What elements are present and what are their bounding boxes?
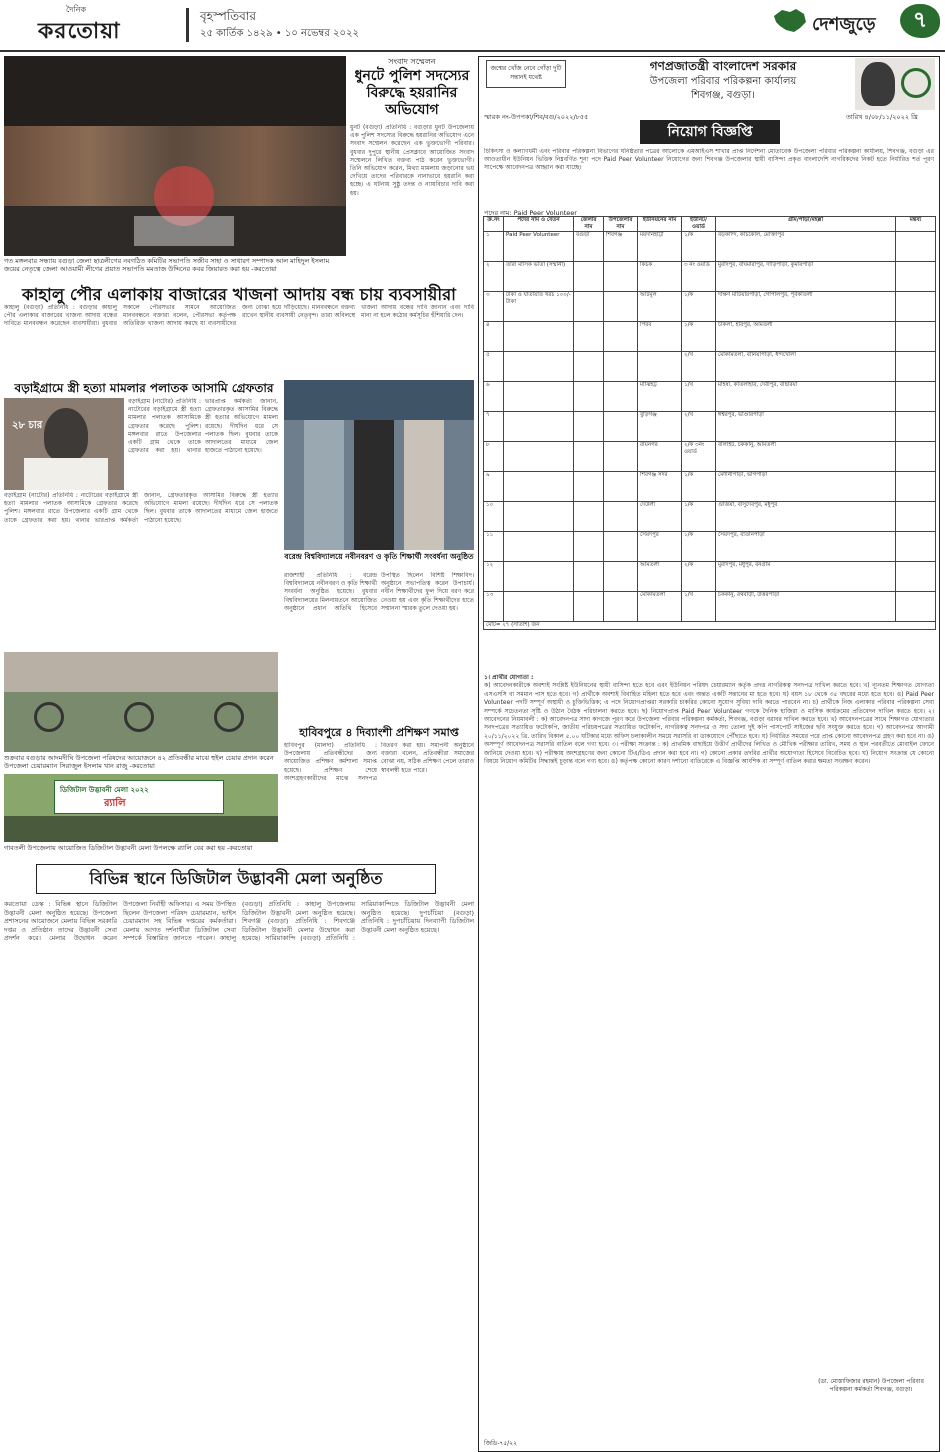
table-cell: মেদীনীপাড়া, ভাগপাড়া xyxy=(716,472,896,502)
vacancy-table-body xyxy=(484,232,936,630)
table-cell xyxy=(638,352,682,382)
table-cell: ১০ xyxy=(484,502,504,532)
table-cell xyxy=(574,322,604,352)
table-cell: মুরাদপুর, বাঘমারাপুর, দাড়িপাড়া, কুমারপাড়া xyxy=(716,262,896,292)
kahalu-article-body: কাহালু (বগুড়া) প্রতিনিধি : বগুড়ার কাহালু পৌর এলাকার বাজারের খাজনা আদায় বন্ধের দাবিতে মানববন্ধন করেছেন ব্যবসায়ীরা। বুধবার সকালে পৌরসভার সামনে আয়োজিত মানববন্ধনে বক্তারা বলেন, পৌরসভা কর্তৃপক্ষ অতিরিক্ত খাজনা আদায় করছে যা ব্যবসায়ীদের জন্য বোঝা হয়ে দাঁড়িয়েছে। মানববন্ধনে বক্তব্য রাখেন স্থানীয় ব্যবসায়ী নেতৃবৃন্দ। তারা অবিলম্বে খাজনা আদায় বন্ধের দাবি জানান এবং দাবি মানা না হলে কঠোর কর্মসূচির হুঁশিয়ারি দেন। xyxy=(4,304,474,328)
table-cell: সৈয়দপুর xyxy=(638,532,682,562)
table-row xyxy=(484,472,936,502)
table-cell: কিচক xyxy=(638,262,682,292)
table-header-cell: পদের নাম ও বেতন xyxy=(504,217,574,232)
bangladesh-map-icon xyxy=(770,6,810,36)
table-cell xyxy=(896,532,936,562)
table-cell: মোকামতলা, বানিয়াপাড়া, ধন্দখোলা xyxy=(716,352,896,382)
table-cell xyxy=(604,442,638,472)
table-row xyxy=(484,532,936,562)
ceremony-article-body: রাজশাহী প্রতিনিধি : বরেন্দ্র বিশ্ববিদ্যালয়ে নবীনবরণ ও কৃতি শিক্ষার্থী সংবর্ধনা অনুষ্ঠিত হয়েছে। বুধবার বিশ্ববিদ্যালয়ের মিলনায়তনে আয়োজিত অনুষ্ঠানে প্রধান অতিথি হিসেবে উপস্থিত ছিলেন বিশিষ্ট শিক্ষাবিদ। অনুষ্ঠানে সভাপতিত্ব করেন উপাচার্য। নবীন শিক্ষার্থীদের ফুল দিয়ে বরণ করে নেওয়া হয় এবং কৃতি শিক্ষার্থীদের হাতে সম্মাননা স্মারক তুলে দেওয়া হয়। xyxy=(284,572,474,612)
rally-banner-word: র‍্যালি xyxy=(104,798,126,809)
table-cell xyxy=(896,352,936,382)
section-title: দেশজুড়ে xyxy=(812,14,876,35)
photo-accused xyxy=(4,398,124,490)
table-cell xyxy=(896,232,936,262)
table-cell: ৩ xyxy=(484,292,504,322)
baraigram-article-body: বড়াইগ্রাম (নাটোর) প্রতিনিধি : নাটোরের বড়াইগ্রামে স্ত্রী হত্যা মামলার পলাতক আসামিকে গ্রেফতার করেছে পুলিশ। মঙ্গলবার রাতে উপজেলার একটি গ্রাম থেকে তাকে গ্রেফতার করা হয়। থানার ভারপ্রাপ্ত কর্মকর্তা জানান, গ্রেফতারকৃত আসামির বিরুদ্ধে স্ত্রী হত্যার অভিযোগে মামলা রয়েছে। দীর্ঘদিন ধরে সে পলাতক ছিল। বুধবার তাকে আদালতের মাধ্যমে জেল হাজতে পাঠানো হয়েছে। xyxy=(128,398,278,455)
table-cell: তারা মাসিক ভাতা (সম্মানী) xyxy=(504,262,574,292)
table-cell: দক্ষিণ মাটিয়ারপাড়া, গোপালপুর, পূর্বকাতলী xyxy=(716,292,896,322)
table-cell xyxy=(604,352,638,382)
dhunot-article-body: ধুনট (বগুড়া) প্রতিনিধি : বগুড়ার ধুনট উপজেলায় এক পুলিশ সদস্যের বিরুদ্ধে হয়রানির অভিযোগ এনে সংবাদ সম্মেলন করেছেন এক ভুক্তভোগী পরিবার। বুধবার দুপুরে স্থানীয় প্রেসক্লাবে আয়োজিত সংবাদ সম্মেলনে লিখিত বক্তব্য পাঠ করেন ভুক্তভোগী। তিনি অভিযোগ করেন, মিথ্যা মামলায় জড়ানোর ভয় দেখিয়ে তাদের পরিবারকে নানাভাবে হয়রানি করা হচ্ছে। এ ঘটনায় সুষ্ঠু তদন্ত ও ন্যায়বিচার দাবি করা হয়। xyxy=(350,124,474,197)
vacancy-table xyxy=(483,216,936,630)
notice-title: নিয়োগ বিজ্ঞপ্তি xyxy=(640,120,780,144)
table-cell: ৯ xyxy=(484,472,504,502)
table-cell: ময়দানহাট্টা xyxy=(638,232,682,262)
kahalu-headline: কাহালু পৌর এলাকায় বাজারের খাজনা আদায় বন্ধ চায় ব্যবসায়ীরা xyxy=(22,285,456,304)
table-cell xyxy=(574,532,604,562)
baraigram-article-body-cont: বড়াইগ্রাম (নাটোর) প্রতিনিধি : নাটোরের বড়াইগ্রামে স্ত্রী হত্যা মামলার পলাতক আসামিকে গ্রেফতার করেছে পুলিশ। মঙ্গলবার রাতে উপজেলার একটি গ্রাম থেকে তাকে গ্রেফতার করা হয়। থানার ভারপ্রাপ্ত কর্মকর্তা জানান, গ্রেফতারকৃত আসামির বিরুদ্ধে স্ত্রী হত্যার অভিযোগে মামলা রয়েছে। দীর্ঘদিন ধরে সে পলাতক ছিল। বুধবার তাকে আদালতের মাধ্যমে জেল হাজতে পাঠানো হয়েছে। xyxy=(4,492,278,524)
table-cell: শিবগঞ্জ xyxy=(604,232,638,262)
table-cell: বালাইট, চককানু, আমতলী xyxy=(716,442,896,472)
table-cell xyxy=(896,262,936,292)
table-cell xyxy=(574,292,604,322)
table-cell xyxy=(604,322,638,352)
table-cell xyxy=(574,592,604,622)
notice-terms-heading: ১। প্রার্থীর যোগ্যতা : xyxy=(484,674,534,681)
masthead-divider xyxy=(186,8,189,42)
table-cell xyxy=(504,562,574,592)
table-cell: পিরব xyxy=(638,322,682,352)
issue-date: ২৫ কার্তিক ১৪২৯ • ১০ নভেম্বর ২০২২ xyxy=(200,28,360,39)
table-cell: ৭ xyxy=(484,412,504,442)
table-header-cell: ক্র.নং xyxy=(484,217,504,232)
table-total: মোট= ২৭ (সাতাশ) জন xyxy=(484,622,936,630)
photo-wreath-caption: গত মঙ্গলবার সন্ধ্যায় বগুড়া জেলা ছাত্রলীগের নবগঠিত কমিটির সভাপতি সজীব সাহা ও সাধারণ সম্পাদক আল মাহিদুল ইসলাম জয়ের নেতৃত্বে জেলা আওয়ামী লীগের প্রয়াত সভাপতি মমতাজ উদ্দিনের কবর জিয়ারত করা হয় -করতোয়া xyxy=(4,257,330,273)
table-cell: ১২ xyxy=(484,562,504,592)
table-cell xyxy=(896,442,936,472)
notice-terms-text: ক) আবেদনকারীকে অবশ্যই সংশ্লিষ্ট ইউনিয়নের স্থায়ী বাসিন্দা হতে হবে এবং ইউনিয়ন পরিষদ চেয়ারম্যান কর্তৃক প্রদত্ত নাগরিকত্ব সনদপত্র দাখিল করতে হবে। খ) ন্যূনতম শিক্ষাগত যোগ্যতা এসএসসি বা সমমান পাস হতে হবে। গ) প্রার্থীকে অবশ্যই বিবাহিত মহিলা হতে হবে এবং অন্তত একটি সন্তানের মা হতে হবে। ঘ) বয়স ১৮ থেকে ৩৫ বছরের মধ্যে হতে হবে। ঙ) Paid Peer Volunteer পদটি সম্পূর্ণ অস্থায়ী ও চুক্তিভিত্তিক; এ পদে নিয়োগপ্রাপ্তরা সরকারি চাকরির কোনো সুযোগ সুবিধা দাবি করতে পারবেন না। চ) প্রার্থীকে নিজ এলাকার পরিবার পরিকল্পনা সেবা সম্পর্কে সচেতনতা সৃষ্টি ও উঠান বৈঠক পরিচালনা করতে হবে। ছ) নিয়োগপ্রাপ্ত Paid Peer Volunteer গণকে দৈনিক হাজিরা ও মাসিক কার্যক্রমের প্রতিবেদন দাখিল করতে হবে। ২। আবেদনের নিয়মাবলী : ক) আবেদনপত্র সাদা কাগজে পূরণ করে উপজেলা পরিবার পরিকল্পনা কর্মকর্তা, শিবগঞ্জ, বগুড়া বরাবর দাখিল করতে হবে। খ) আবেদনপত্রের সাথে শিক্ষাগত যোগ্যতার সনদপত্রের সত্যায়িত ফটোকপি, জাতীয় পরিচয়পত্রের সত্যায়িত ফটোকপি, নাগরিকত্ব সনদপত্র ও সদ্য তোলা দুই কপি পাসপোর্ট সাইজের ছবি সংযুক্ত করতে হবে। গ) আবেদনপত্র আগামী ২০/১১/২০২২ খ্রি. তারিখ বিকাল ৫.০০ ঘটিকার মধ্যে অফিস চলাকালীন সময়ে সরাসরি বা ডাকযোগে পৌঁছাতে হবে। ঘ) নির্ধারিত সময়ের পরে প্রাপ্ত কোনো আবেদনপত্র গ্রহণ করা হবে না। ঙ) অসম্পূর্ণ আবেদনপত্র সরাসরি বাতিল বলে গণ্য হবে। ৩। পরীক্ষা সংক্রান্ত : ক) প্রাথমিক বাছাইয়ে উত্তীর্ণ প্রার্থীদের লিখিত ও মৌখিক পরীক্ষার তারিখ, সময় ও স্থান পরবর্তীতে মোবাইল ফোনে জানিয়ে দেওয়া হবে। খ) পরীক্ষায় অংশগ্রহণের জন্য কোনো টিএ/ডিএ প্রদান করা হবে না। গ) কোনো প্রকার তদবির প্রার্থীর অযোগ্যতা হিসেবে বিবেচিত হবে। ঘ) নিয়োগ সংক্রান্ত যে কোনো বিষয়ে নিয়োগ কমিটির সিদ্ধান্তই চূড়ান্ত বলে গণ্য হবে। ঙ) কর্তৃপক্ষ কোনো কারণ দর্শানো ব্যতিরেকে এ বিজ্ঞপ্তি আংশিক বা সম্পূর্ণ বাতিল করার ক্ষমতা সংরক্ষণ করেন। xyxy=(484,682,934,766)
table-cell: ২ xyxy=(484,262,504,292)
photo-wheelchair-distribution xyxy=(4,652,278,752)
table-cell xyxy=(504,532,574,562)
table-cell xyxy=(504,382,574,412)
table-header-cell: গ্রাম/পাড়া/মহল্লা xyxy=(716,217,896,232)
table-cell xyxy=(896,292,936,322)
table-cell: শিবগঞ্জ সদর xyxy=(638,472,682,502)
notice-signature: (ডা. মোস্তাফিজার রহমান) উপজেলা পরিবার পরিকল্পনা কর্মকর্তা শিবগঞ্জ, বগুড়া। xyxy=(818,1378,924,1393)
table-header-cell: জেলার নাম xyxy=(574,217,604,232)
article-tag: সংবাদ সম্মেলন xyxy=(388,57,436,66)
table-cell: মাঝিহট্ট xyxy=(638,382,682,412)
notice-date: তারিখ ৪/০৮/১১/২০২২ খ্রি xyxy=(846,113,918,121)
notice-office: উপজেলা পরিবার পরিকল্পনা কার্যালয় xyxy=(649,76,797,87)
table-cell xyxy=(604,262,638,292)
photo-rally-caption: গাবতলী উপজেলায় আয়োজিত ডিজিটাল উদ্ভাবনী মেলা উপলক্ষে র‍্যালি বের করা হয় -করতোয়া xyxy=(4,844,253,852)
table-cell: চাকলা, হরিপুর, আমতলী xyxy=(716,322,896,352)
table-cell: ১/ক xyxy=(682,322,716,352)
table-cell: ১ xyxy=(484,232,504,262)
table-cell: ১/খ xyxy=(682,382,716,412)
table-cell xyxy=(896,562,936,592)
photo-accused-label: ২৮ চার xyxy=(12,420,43,431)
digital-fair-article-body: করতোয়া ডেস্ক : বিভিন্ন স্থানে ডিজিটাল উদ্ভাবনী মেলা অনুষ্ঠিত হয়েছে। উপজেলা প্রশাসনের আয়োজনে মেলায় বিভিন্ন সরকারি দপ্তর ও প্রতিষ্ঠান তাদের উদ্ভাবনী সেবা প্রদর্শন করে। মেলার উদ্বোধন করেন উপজেলা নির্বাহী অফিসার। এ সময় উপস্থিত ছিলেন উপজেলা পরিষদ চেয়ারম্যান, ভাইস চেয়ারম্যান সহ বিভিন্ন দপ্তরের কর্মকর্তারা। মেলায় আগত দর্শনার্থীরা ডিজিটাল সেবা সম্পর্কে বিস্তারিত জানতে পারেন। কাহালু (বগুড়া) প্রতিনিধি : কাহালু উপজেলায় ডিজিটাল উদ্ভাবনী মেলা অনুষ্ঠিত হয়েছে। শিবগঞ্জ (বগুড়া) প্রতিনিধি : শিবগঞ্জে ডিজিটাল উদ্ভাবনী মেলার উদ্বোধন করা হয়েছে। সারিয়াকান্দি (বগুড়া) প্রতিনিধি : সারিয়াকান্দিতে ডিজিটাল উদ্ভাবনী মেলা অনুষ্ঠিত হয়েছে। দুপচাঁচিয়া (বগুড়া) প্রতিনিধি : দুপচাঁচিয়ায় দিনব্যাপী ডিজিটাল উদ্ভাবনী মেলা অনুষ্ঠিত হয়েছে। xyxy=(4,900,474,943)
portrait-emblem xyxy=(855,58,935,110)
table-cell xyxy=(574,442,604,472)
masthead-rule xyxy=(0,50,945,52)
table-row xyxy=(484,262,936,292)
photo-digital-rally xyxy=(4,774,278,842)
habibpur-article-body: হাবিবপুর (মালদা) প্রতিনিধি : উপজেলায় প্রতিবন্ধীদের জন্য আয়োজিত প্রশিক্ষণ কর্মশালা সমাপ্ত হয়েছে। প্রশিক্ষণ শেষে অংশগ্রহণকারীদের মাঝে সনদপত্র বিতরণ করা হয়। সমাপনী অনুষ্ঠানে বক্তারা বলেন, প্রতিবন্ধীরা সমাজের বোঝা নয়, সঠিক প্রশিক্ষণ পেলে তারাও স্বাবলম্বী হতে পারে। xyxy=(284,742,474,782)
notice-terms xyxy=(484,674,934,1374)
table-cell: ৪ xyxy=(484,322,504,352)
table-cell: বগুড়া xyxy=(574,232,604,262)
baraigram-headline: বড়াইগ্রামে স্ত্রী হত্যা মামলার পলাতক আসামি গ্রেফতার xyxy=(14,381,274,395)
notice-memo: স্মারক নং-উপপকা/শিব/বগু/২০২২/৮৫৫ xyxy=(484,113,589,121)
table-cell: আটমূল xyxy=(638,292,682,322)
table-cell: মুরাদপুর, মধুপুর, বনগ্রাম xyxy=(716,562,896,592)
table-cell xyxy=(896,382,936,412)
issue-day: বৃহস্পতিবার xyxy=(200,9,256,23)
table-cell: চককানু, রথবাড়ী, উত্তরপাড়া xyxy=(716,592,896,622)
table-cell: ১৩ xyxy=(484,592,504,622)
table-cell xyxy=(574,382,604,412)
table-row xyxy=(484,292,936,322)
table-cell: টাকা ও যাতায়াত খরচ ১০০/- টাকা xyxy=(504,292,574,322)
table-cell xyxy=(896,592,936,622)
table-cell xyxy=(604,592,638,622)
table-cell xyxy=(896,412,936,442)
table-cell: Paid Peer Volunteer xyxy=(504,232,574,262)
table-cell: ২/খ xyxy=(682,352,716,382)
table-cell: ৩ নং ওয়ার্ড xyxy=(682,262,716,292)
table-cell: মোকামতলা xyxy=(638,592,682,622)
table-cell xyxy=(604,472,638,502)
table-row xyxy=(484,232,936,262)
table-cell: বড়কান্দি, কাচকোল, মোক্তাপুর xyxy=(716,232,896,262)
table-header-cell: মন্তব্য xyxy=(896,217,936,232)
table-cell: গুজিয়া, বাসুদেবপুর, মধুপুর xyxy=(716,502,896,532)
table-cell: ১/ক xyxy=(682,232,716,262)
paper-logo: করতোয়া xyxy=(38,18,121,44)
table-cell xyxy=(604,412,638,442)
notice-ref: জিডি-৭৫/২২ xyxy=(484,1440,518,1447)
table-cell xyxy=(504,472,574,502)
table-cell xyxy=(574,562,604,592)
table-cell: দেউলী xyxy=(638,502,682,532)
photo-wheelchair-caption: শুক্রবার বগুড়ার আদমদীঘি উপজেলা পরিষদের আয়োজনে ৪২ প্রতিবন্ধীর মাঝে হুইল চেয়ার প্রদান করেন উপজেলা চেয়ারম্যান সিরাজুল ইসলাম খান রাজু -করতোয়া xyxy=(4,754,274,770)
table-cell: বুড়িগঞ্জ xyxy=(638,412,682,442)
table-cell: ১/ক xyxy=(682,532,716,562)
table-row xyxy=(484,442,936,472)
table-cell: ৮ xyxy=(484,442,504,472)
table-cell: ১/ক xyxy=(682,502,716,532)
table-cell: ১/খ xyxy=(682,592,716,622)
table-cell xyxy=(574,352,604,382)
table-cell: ২/ক xyxy=(682,562,716,592)
table-cell xyxy=(574,412,604,442)
table-cell: সৈয়দপুর, বাতানপাড়া xyxy=(716,532,896,562)
table-cell xyxy=(504,352,574,382)
notice-government: গণপ্রজাতন্ত্রী বাংলাদেশ সরকার xyxy=(649,59,797,73)
table-cell xyxy=(574,472,604,502)
ceremony-headline: বরেন্দ্র বিশ্ববিদ্যালয়ে নবীনবরণ ও কৃতি শিক্ষার্থী সংবর্ধনা অনুষ্ঠিত xyxy=(284,552,474,561)
photo-wreath-laying xyxy=(4,56,346,256)
table-header-cell: ইউনিয়নের নাম xyxy=(638,217,682,232)
table-header-cell: উপজেলার নাম xyxy=(604,217,638,232)
table-cell: রায়নগর xyxy=(638,442,682,472)
table-row xyxy=(484,352,936,382)
table-cell: আমতলী xyxy=(638,562,682,592)
table-row xyxy=(484,322,936,352)
table-row xyxy=(484,592,936,622)
page-number: ৭ xyxy=(900,4,940,38)
table-cell xyxy=(896,502,936,532)
table-cell xyxy=(504,442,574,472)
dhunot-headline: ধুনটে পুলিশ সদস্যের বিরুদ্ধে হয়রানির অভিযোগ xyxy=(354,68,470,118)
habibpur-headline: হাবিবপুরে ৪ দিব্যাংশী প্রশিক্ষণ সমাপ্ত xyxy=(299,726,459,739)
masthead xyxy=(0,0,945,50)
table-cell xyxy=(504,412,574,442)
table-cell: ২/ক ৩নং ওয়ার্ড xyxy=(682,442,716,472)
table-cell: ১/ক xyxy=(682,472,716,502)
table-cell xyxy=(504,322,574,352)
table-cell xyxy=(604,562,638,592)
table-cell xyxy=(574,502,604,532)
table-cell xyxy=(604,502,638,532)
table-cell: ২/খ xyxy=(682,412,716,442)
table-header-cell: ইউনিট/ওয়ার্ড xyxy=(682,217,716,232)
table-cell xyxy=(896,472,936,502)
table-row xyxy=(484,502,936,532)
table-cell: ঈশ্বরপুর, ভাণ্ডারপাড়া xyxy=(716,412,896,442)
notice-place: শিবগঞ্জ, বগুড়া। xyxy=(691,90,755,101)
vacancy-table-header xyxy=(484,217,936,232)
table-cell xyxy=(896,322,936,352)
table-cell xyxy=(604,382,638,412)
table-cell xyxy=(604,292,638,322)
table-total-row xyxy=(484,622,936,630)
digital-fair-headline: বিভিন্ন স্থানে ডিজিটাল উদ্ভাবনী মেলা অনুষ্ঠিত xyxy=(36,864,436,894)
table-cell xyxy=(604,532,638,562)
notice-post-name: পদের নাম: Paid Peer Volunteer xyxy=(484,209,577,217)
notice-slogan: জন্মের খোঁজ নেবে গোঁড়া দুটি সন্তানই যথেষ্ট xyxy=(486,60,566,88)
table-cell: মহিষা, কাতলাহার, দেবীপুর, বাছরিয়া xyxy=(716,382,896,412)
table-cell xyxy=(574,262,604,292)
table-row xyxy=(484,562,936,592)
table-row xyxy=(484,412,936,442)
notice-intro: চিকিৎসা ও কল্যাণধর্মী এবং পরিবার পরিকল্পনা বিভাগের ঘনিষ্ঠতার পত্রের আলোকে এমআইএস শাখার প্রাপ্ত নির্দেশনা মোতাবেক উপজেলা পরিবার পরিকল্পনা কার্যালয়, শিবগঞ্জ, বগুড়া এর আওতাধীন ইউনিয়ন ভিত্তিক নিম্নবর্ণিত শূন্য পদে Paid Peer Volunteer নিয়োগের জন্য শিবগঞ্জ উপজেলার স্থায়ী বাসিন্দা প্রকৃত বাংলাদেশি নাগরিকদের নিকট হতে নির্ধারিত শর্ত পূরণ সাপেক্ষে আবেদনপত্র আহ্বান করা যাচ্ছে। xyxy=(484,148,934,171)
table-cell xyxy=(504,502,574,532)
table-cell: ৫ xyxy=(484,352,504,382)
paper-name-prefix: দৈনিক xyxy=(66,5,87,14)
photo-university-ceremony xyxy=(284,380,474,550)
table-cell: ১১ xyxy=(484,532,504,562)
table-cell: ১/ক xyxy=(682,292,716,322)
table-cell: ৬ xyxy=(484,382,504,412)
table-cell xyxy=(504,592,574,622)
rally-banner-text: ডিজিটাল উদ্ভাবনী মেলা ২০২২ xyxy=(60,786,149,794)
table-row xyxy=(484,382,936,412)
